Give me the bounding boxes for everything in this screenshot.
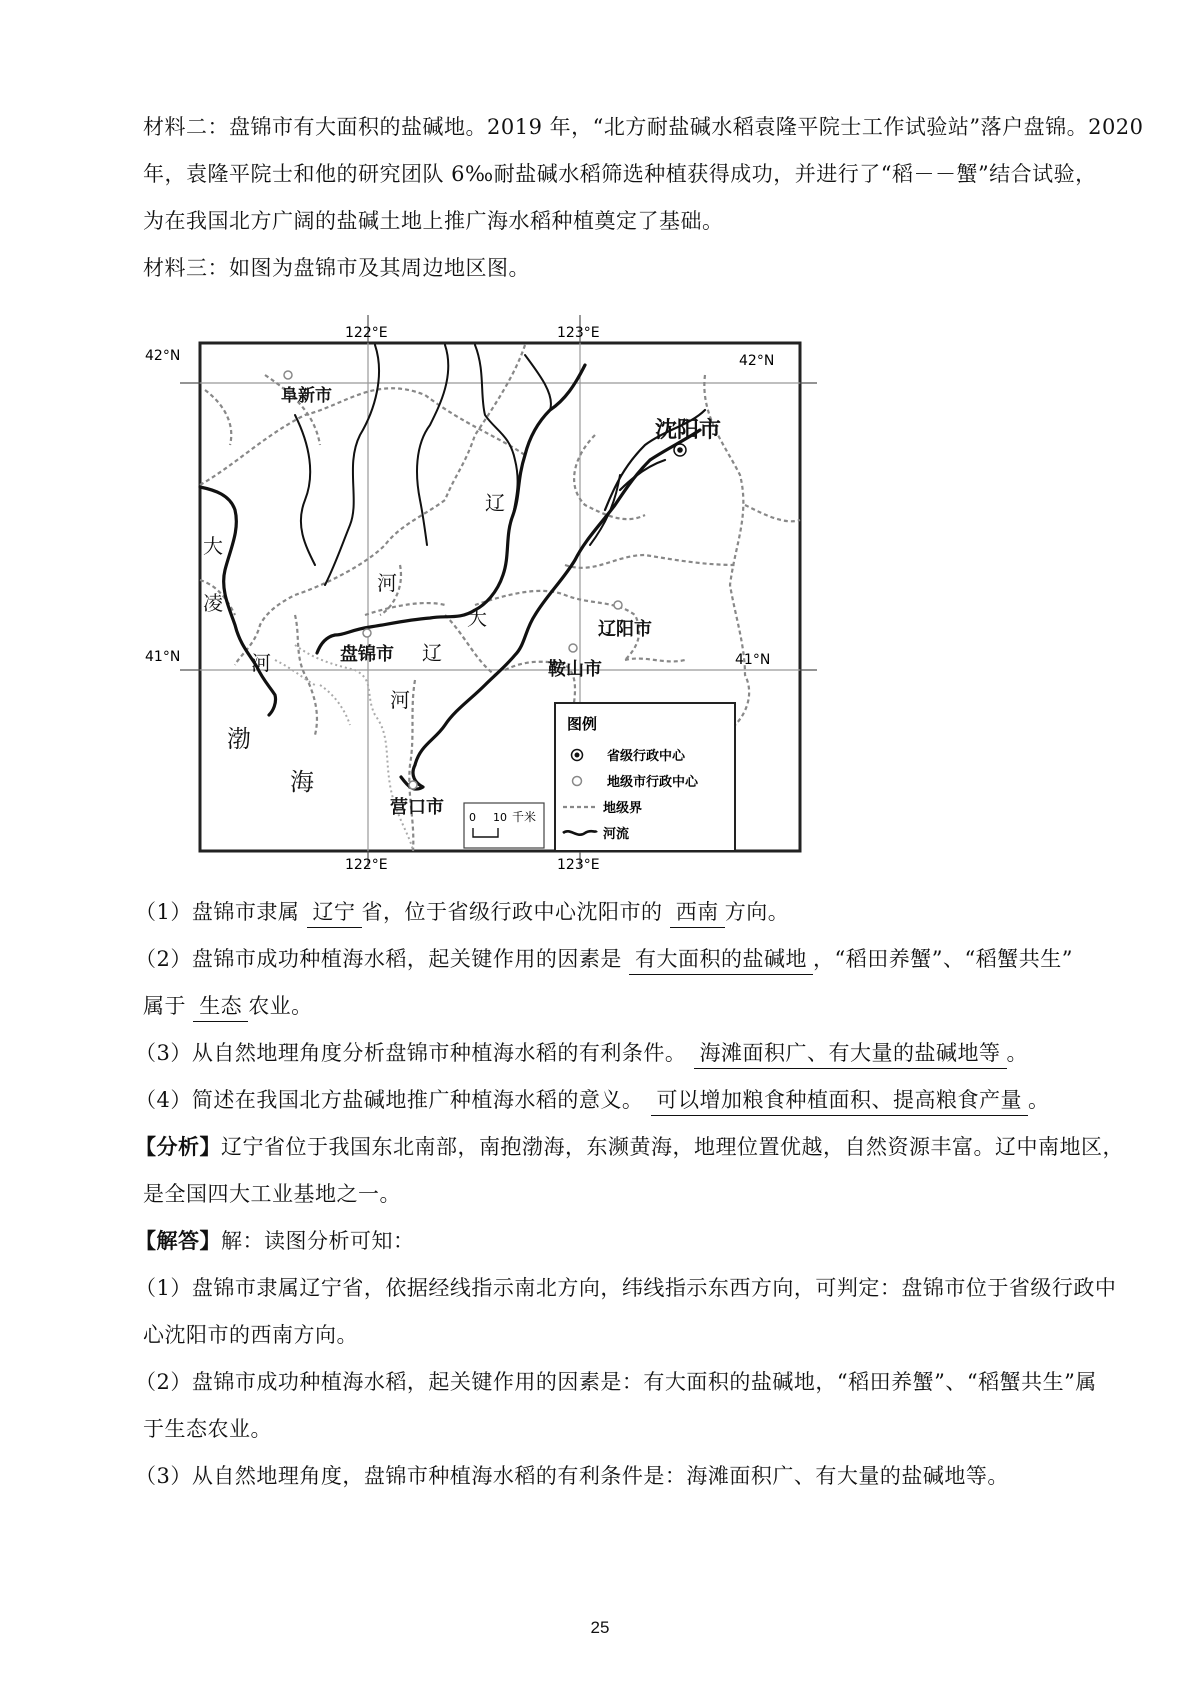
legend-boundary: 地级界: [603, 801, 643, 816]
solution-2-line-2: 于生态农业。: [143, 1417, 272, 1441]
material2-line-3: 为在我国北方广阔的盐碱土地上推广海水稻种植奠定了基础。: [143, 209, 724, 233]
liaoyang-marker: [614, 601, 622, 609]
q4-answer: 可以增加粮食种植面积、提高粮食产量: [651, 1085, 1029, 1116]
q1-answer-direction: 西南: [670, 897, 725, 928]
panjin-label: 盘锦市: [340, 644, 394, 665]
svg-text:图例: 图例: [567, 715, 598, 733]
fuxin-marker: [284, 371, 292, 379]
daling-river-char-1: 大: [203, 534, 223, 558]
lon-122-bottom-label: 122°E: [345, 857, 388, 873]
yingkou-marker: [409, 781, 417, 789]
solution-3: （3）从自然地理角度，盘锦市种植海水稻的有利条件是：海滩面积广、有大量的盐碱地等。: [135, 1464, 1009, 1488]
question-2-line-1: （2）盘锦市成功种植海水稻，起关键作用的因素是 有大面积的盐碱地 ，“稻田养蟹”、“稻蟹共生”: [135, 944, 1073, 975]
material2-line-2: 年，袁隆平院士和他的研究团队 6‰耐盐碱水稻筛选种植获得成功，并进行了“稻－－蟹”结合试验，: [143, 162, 1097, 186]
page-number: 25: [590, 1618, 610, 1637]
sea-char-2: 海: [290, 768, 314, 796]
anshan-marker: [569, 644, 577, 652]
panjin-region-map: [145, 315, 825, 875]
solution-1-line-1: （1）盘锦市隶属辽宁省，依据经线指示南北方向，纬线指示东西方向，可判定：盘锦市位于省级行政中: [135, 1276, 1117, 1300]
svg-text:10: 10: [493, 811, 507, 824]
daling-river-char-3: 河: [251, 651, 271, 675]
map-legend: [555, 703, 735, 851]
daling-river-char-2: 凌: [203, 591, 223, 615]
material3-caption: 材料三：如图为盘锦市及其周边地区图。: [143, 256, 530, 280]
question-4: （4）简述在我国北方盐碱地推广种植海水稻的意义。 可以增加粮食种植面积、提高粮食产量 。: [135, 1085, 1050, 1116]
solution-tag: 【解答】: [135, 1228, 221, 1253]
daliao-river-char-2: 辽: [422, 641, 442, 665]
anshan-label: 鞍山市: [548, 659, 602, 680]
lat-42-left-label: 42°N: [145, 348, 181, 364]
liaoyang-label: 辽阳市: [598, 619, 652, 640]
analysis-tag: 【分析】: [135, 1134, 221, 1159]
legend-prefecture-center: 地级市行政中心: [607, 775, 699, 790]
solution-intro: 【解答】解：读图分析可知：: [135, 1228, 415, 1253]
solution-2-line-1: （2）盘锦市成功种植海水稻，起关键作用的因素是：有大面积的盐碱地，“稻田养蟹”、“稻蟹共生”属: [135, 1370, 1097, 1394]
question-2-line-2: 属于 生态 农业。: [143, 991, 313, 1022]
daliao-river-char-1: 大: [467, 606, 487, 630]
analysis-line-2: 是全国四大工业基地之一。: [143, 1182, 401, 1206]
analysis-line-1: 【分析】辽宁省位于我国东北南部，南抱渤海，东濒黄海，地理位置优越，自然资源丰富。辽中南地区，: [135, 1134, 1124, 1159]
q1-answer-province: 辽宁: [307, 897, 362, 928]
sea-char-1: 渤: [227, 725, 251, 753]
panjin-marker: [363, 629, 371, 637]
solution-1-line-2: 心沈阳市的西南方向。: [143, 1323, 358, 1347]
shenyang-label: 沈阳市: [655, 418, 722, 443]
q2-answer-factor: 有大面积的盐碱地: [629, 944, 813, 975]
q3-answer: 海滩面积广、有大量的盐碱地等: [694, 1038, 1007, 1069]
lat-41-right-label: 41°N: [735, 652, 771, 668]
svg-text:0: 0: [469, 811, 476, 824]
liao-river-char-2: 河: [377, 571, 397, 595]
lon-123-top-label: 123°E: [557, 325, 600, 341]
lat-41-left-label: 41°N: [145, 649, 181, 665]
yingkou-label: 营口市: [390, 797, 444, 818]
lat-42-right-label: 42°N: [739, 353, 775, 369]
material2-line-1: 材料二：盘锦市有大面积的盐碱地。2019 年，“北方耐盐碱水稻袁隆平院士工作试验站”落户盘锦。2020: [143, 115, 1144, 139]
question-3: （3）从自然地理角度分析盘锦市种植海水稻的有利条件。 海滩面积广、有大量的盐碱地等 。: [135, 1038, 1028, 1069]
fuxin-label: 阜新市: [281, 386, 332, 406]
liao-river-char-1: 辽: [485, 491, 505, 515]
daliao-river-char-3: 河: [390, 688, 410, 712]
lon-123-bottom-label: 123°E: [557, 857, 600, 873]
question-1: （1）盘锦市隶属 辽宁 省，位于省级行政中心沈阳市的 西南 方向。: [135, 897, 789, 928]
svg-text:千米: 千米: [512, 810, 537, 824]
scale-bar: [464, 803, 544, 848]
legend-provincial-center: 省级行政中心: [607, 749, 686, 764]
lon-122-top-label: 122°E: [345, 325, 388, 341]
q2-answer-agriculture: 生态: [193, 991, 248, 1022]
legend-river: 河流: [603, 827, 630, 842]
